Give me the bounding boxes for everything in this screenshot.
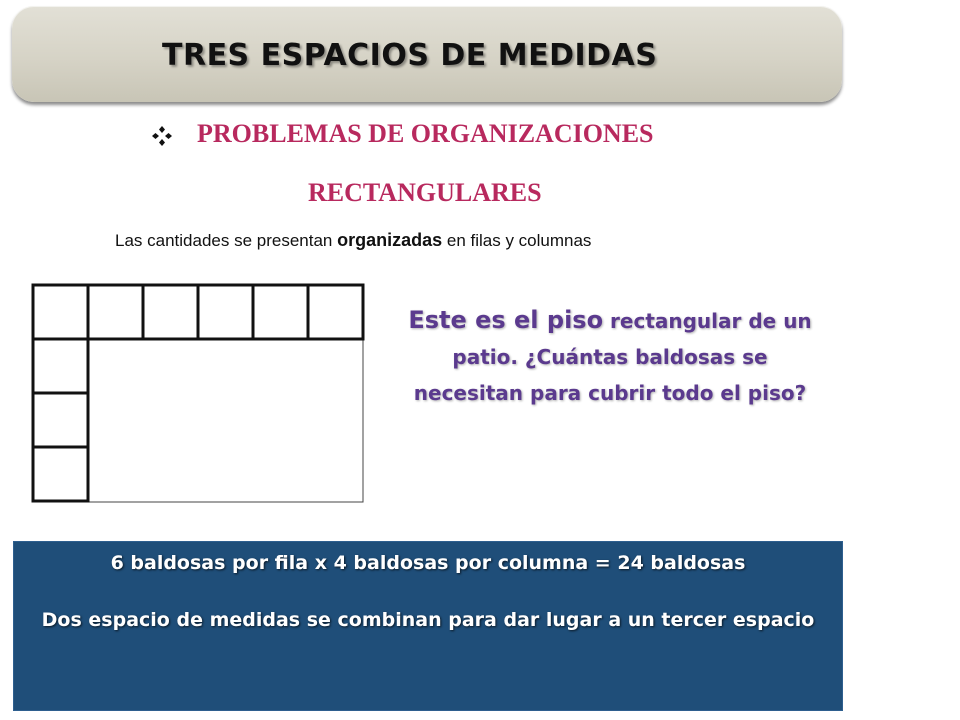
question-text [400,302,820,411]
description-after: en filas y columnas [442,231,592,250]
tile-row-1 [33,285,88,339]
tile-row-3 [143,285,198,339]
description-emphasis: organizadas [337,230,443,250]
tile-row-5 [253,285,308,339]
description [115,230,591,251]
tile-group [33,285,363,501]
four-diamond-bullet-icon [150,124,174,148]
subtitle-line-2: RECTANGULARES [308,178,542,207]
answer-line-2: Dos espacio de medidas se combinan para dar lugar a un tercer espacio [41,609,815,631]
tile-col-2 [33,339,88,393]
tile-row-6 [308,285,363,339]
answer-box [13,541,843,711]
tile-col-4 [33,447,88,501]
tile-row-2 [88,285,143,339]
answer-line-1: 6 baldosas por fila x 4 baldosas por columna = 24 baldosas [110,552,746,574]
question-lead: Este es el piso [408,306,604,334]
question-rest: rectangular de un patio. ¿Cuántas baldosas se necesitan para cubrir todo el piso? [413,309,812,405]
page-title: TRES ESPACIOS DE MEDIDAS [162,38,658,73]
floor-grid-diagram [28,280,368,508]
tile-col-3 [33,393,88,447]
subtitle-line-1: PROBLEMAS DE ORGANIZACIONES [197,119,654,148]
description-before: Las cantidades se presentan [115,231,338,250]
title-banner [12,6,842,102]
tile-row-4 [198,285,253,339]
